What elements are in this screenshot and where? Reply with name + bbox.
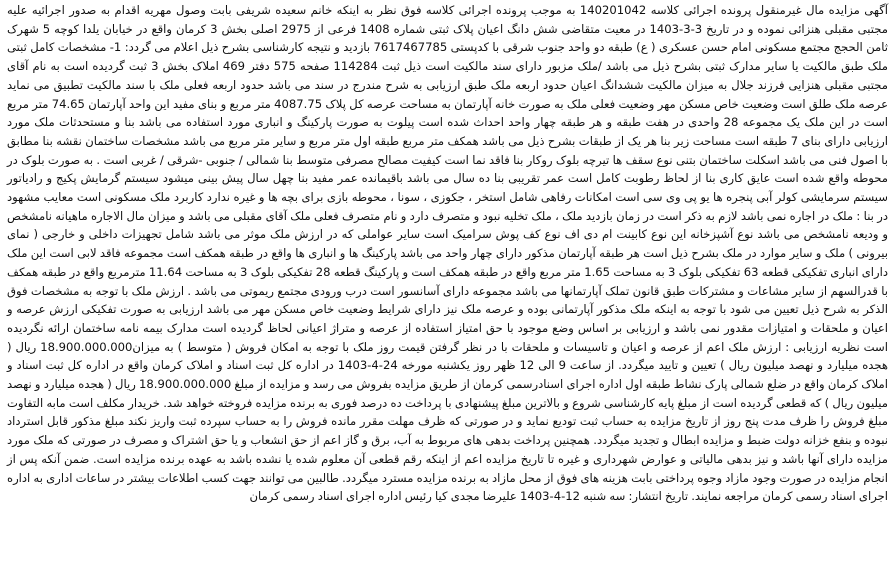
notice-body-text: آگهی مزایده مال غیرمنقول پرونده اجرائی کلاسه 140201042 به موجب پرونده اجرائی کلاسه فوق نظر به اینکه خانم سعیده شریفی بابت وصول مهریه اقدام به صدور اجرائیه علیه مجتبی مقبلی هنزائی نموده و در تاریخ 3-3-1403 در معیت متقاضی شش دانگ اعیان پلاک ثبتی شماره 1408 فرعی از 2975 اصلی بخش 3 کرمان واقع در خیابان یلدا کوچه 5 شهرک ثامن الحجج مجتمع مسکونی امام حسن عسکری ( ع) طبقه دو واحد جنوب شرقی با کدپستی 7617467785 بازدید و نتیجه کارشناسی بشرح ذیل اعلام می گردد: 1- مشخصات کامل ثبتی ملک طبق مالکیت یا سایر مدارک ثبتی بشرح ذیل می باشد /ملک مزبور دارای سند مالکیت است ذیل ثبت 114284 صفحه 575 دفتر 469 املاک بخش 3 ثبت گردیده است به نام آقای مجتبی مقبلی هنزایی فرزند جلال به میزان مالکیت ششدانگ اعیان حدود اربعه ملک طبق ارزیابی به شرح مندرج در سند می باشد حدود اربعه فعلی ملک با سند مالکیت تطبیق می نماید عرصه ملک طلق است وضعیت خاص مسکن مهر وضعیت فعلی ملک به صورت خانه آپارتمان به مساحت عرصه کل پلاک 4087.75 متر مربع و بنای مفید این واحد آپارتمان 74.65 متر مربع است در این ملک یک مجموعه 28 واحدی در هفت طبقه و هر طبقه چهار واحد احداث شده است پیلوت به صورت پارکینگ و انباری مورد استفاده می باشد بنا و مستحدثات ملک مورد ارزیابی دارای بنای 7 طبقه است مساحت زیر بنا هر یک از طبقات بشرح ذیل می باشد همکف متر مربع طبقه اول متر مربع و سایر متر مربع می باشد مشخصات ساختمان نقشه بنا مطابق با اصول فنی می باشد اسکلت ساختمان بتنی نوع سقف ها تیرچه بلوک روکار بنا فاقد نما است کیفیت مصالح مصرفی متوسط بنا شمالی / جنوبی -شرقی / غربی است . به صورت بلوک در محوطه واقع شده است عایق کاری بنا از لحاظ رطوبت کامل است عمر تقریبی بنا ده سال می باشد باقیمانده عمر مفید بنا چهل سال پیش بینی میشود سیستم گرمایش پکیج و رادیاتور سیستم سرمایشی کولر آبی پنجره ها یو پی وی سی است امکانات رفاهی شامل استخر ، جکوزی ، سونا ، محوطه بازی برای بچه ها و غیره ندارد کاربرد ملک مسکونی است معایب مشهود در بنا : ملک در اجاره نمی باشد لازم به ذکر است در زمان بازدید ملک ، ملک تخلیه نبود و متصرف دارد و نام متصرف فعلی ملک آقای مقبلی می باشد و میزان مال الاجاره ماهیانه نامشخص و ودیعه نامشخص می باشد نوع آشپزخانه این نوع کابینت ام دی اف نوع کف پوش سرامیک است سایر عواملی که در ارزش ملک موثر می باشد شامل تجهیزات داخلی و خارجی ( نمای بیرونی ) ملک و سایر موارد در ملک بشرح ذیل است هر طبقه آپارتمان مذکور دارای چهار واحد می باشد پارکینگ ها و انباری ها واقع در طبقه همکف است مجموعه فاقد لابی است این ملک دارای انباری تفکیکی قطعه 63 تفکیکی بلوک 3 به مساحت 1.65 متر مربع واقع در طبقه همکف است و پارکینگ قطعه 28 تفکیکی بلوک 3 به مساحت 11.64 مترمربع واقع در طبقه همکف با قدرالسهم از سایر مشاعات و مشترکات طبق قانون تملک آپارتمانها می باشد مجموعه دارای آسانسور است درب ورودی مجتمع ریموتی می باشد . ارزش ملک با توجه به مشخصات فوق الذکر به شرح ذیل تعیین می شود با توجه به اینکه ملک مذکور آپارتمانی بوده و عرصه ملک نیز دارای شرایط وضعیت خاص مسکن مهر می باشد ارزیابی به صورت تفکیکی ارزش عرصه و اعیان و ملحقات و امتیازات مقدور نمی باشد و ارزیابی بر اساس وضع موجود با حق امتیاز استفاده از عرصه و متراژ اعیانی لحاظ گردیده است مدارک بیمه نامه ساختمان ارائه نگردیده است نظریه ارزیابی : ارزش ملک اعم از عرصه و اعیان و تاسیسات و ملحقات با در نظر گرفتن قیمت روز ملک با توجه به امکان فروش ( متوسط ) به میزان18.900.000.000 ریال ( هجده میلیارد و نهصد میلیون ریال ) تعیین و تایید میگردد. از ساعت 9 الی 12 ظهر روز یکشنبه مورخه 24-4-1403 در اداره کل ثبت اسناد و املاک کرمان واقع در اداره کل ثبت اسناد و املاک کرمان واقع در ضلع شمالی پارک نشاط طبقه اول اداره اجرای اسنادرسمی کرمان از طریق مزایده بفروش می رسد و مزایده از مبلغ 18.900.000.000 ریال ( هجده میلیارد و نهصد میلیون ریال ) که قطعی گردیده است از مبلغ پایه کارشناسی شروع و بالاترین مبلغ پیشنهادی با پرداخت ده درصد فوری به برنده مزایده فروخته خواهد شد. خریدار مکلف است مابه التفاوت مبلغ فروش را ظرف مدت پنج روز از تاریخ مزایده به حساب ثبت تودیع نماید و در صورتی که ظرف مهلت مقرر مانده فروش را به حساب سپرده ثبت واریز نکند مبلغ مذکور قابل استرداد نبوده و بنفع خزانه دولت ضبط و مزایده ابطال و تجدید میگردد. همچنین پرداخت بدهی های مربوط به آب، برق و گاز اعم از حق انشعاب و یا حق اشتراک و مصرف در صورتی که ملک مورد مزایده دارای آنها باشد و نیز بدهی مالیاتی و عوارض شهرداری و غیره تا تاریخ مزایده اعم از اینکه رقم قطعی آن معلوم شده یا نشده باشد به عهده برنده مزایده است. ضمن آنکه پس از انجام مزایده در صورت وجود مازاد وجوه پرداختی بابت هزینه های فوق از محل مازاد به برنده مزایده مسترد میگردد. طالبین می توانند جهت کسب اطلاعات بیشتر در ساعات اداری به اداره اجرای اسناد رسمی کرمان مراجعه نمایند. تاریخ انتشار: سه شنبه 12-4-1403 علیرضا مجدی کیا رئیس اداره اجرای اسناد رسمی کرمان xyxy=(7,3,889,504)
auction-notice xyxy=(7,0,888,506)
